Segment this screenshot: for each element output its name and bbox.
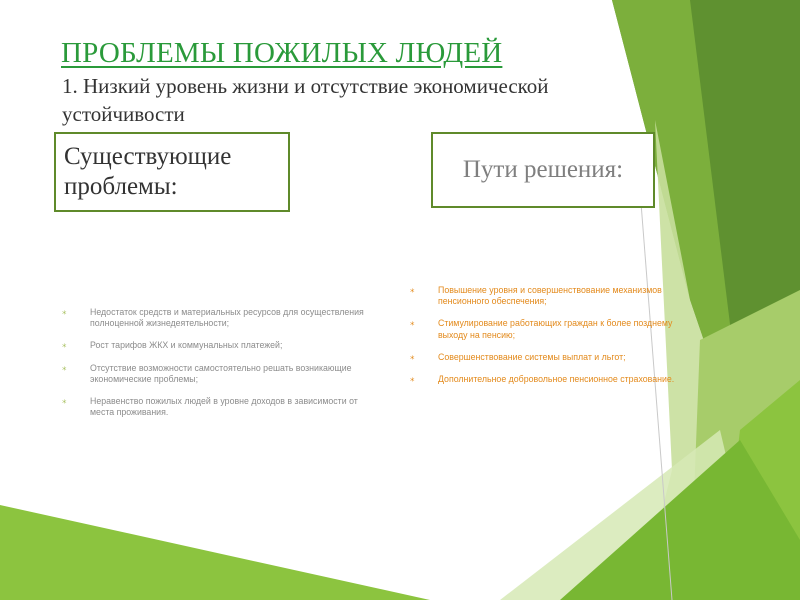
list-item: ⁎ Отсутствие возможности самостоятельно решать возникающие экономические проблемы; xyxy=(62,361,352,384)
list-item: ⁎ Недостаток средств и материальных ресурсов для осуществления полноценной жизнедеятельности; xyxy=(62,306,364,329)
bullet-icon: ⁎ xyxy=(410,284,415,294)
bullet-icon: ⁎ xyxy=(62,361,67,372)
slide-title: ПРОБЛЕМЫ ПОЖИЛЫХ ЛЮДЕЙ xyxy=(61,37,503,69)
slide-subtitle: 1. Низкий уровень жизни и отсутствие экономической устойчивости xyxy=(62,74,549,126)
list-item: ⁎ Дополнительное добровольное пенсионное страхование. xyxy=(410,373,675,385)
list-item: ⁎ Рост тарифов ЖКХ и коммунальных платежей; xyxy=(62,339,283,351)
list-item: ⁎ Совершенствование системы выплат и льгот; xyxy=(410,350,626,362)
existing-problems-heading: Существующие проблемы: xyxy=(64,143,232,200)
bullet-icon: ⁎ xyxy=(62,395,67,406)
problems-list xyxy=(62,307,366,429)
list-item: ⁎ Повышение уровня и совершенствование механизмов пенсионного обеспечения; xyxy=(410,284,662,307)
solutions-list xyxy=(410,285,700,396)
list-item: ⁎ Стимулирование работающих граждан к более позднему выходу на пенсию; xyxy=(410,317,673,340)
bullet-icon: ⁎ xyxy=(62,306,67,316)
bullet-icon: ⁎ xyxy=(410,350,415,361)
solutions-box xyxy=(431,132,655,208)
bullet-icon: ⁎ xyxy=(410,317,415,328)
bottom-left-triangle xyxy=(0,505,430,600)
existing-problems-box xyxy=(54,132,290,212)
list-item: ⁎ Неравенство пожилых людей в уровне доходов в зависимости от места проживания. xyxy=(62,395,358,418)
bullet-icon: ⁎ xyxy=(410,373,415,384)
bullet-icon: ⁎ xyxy=(62,339,67,350)
solutions-heading: Пути решения: xyxy=(462,156,624,183)
